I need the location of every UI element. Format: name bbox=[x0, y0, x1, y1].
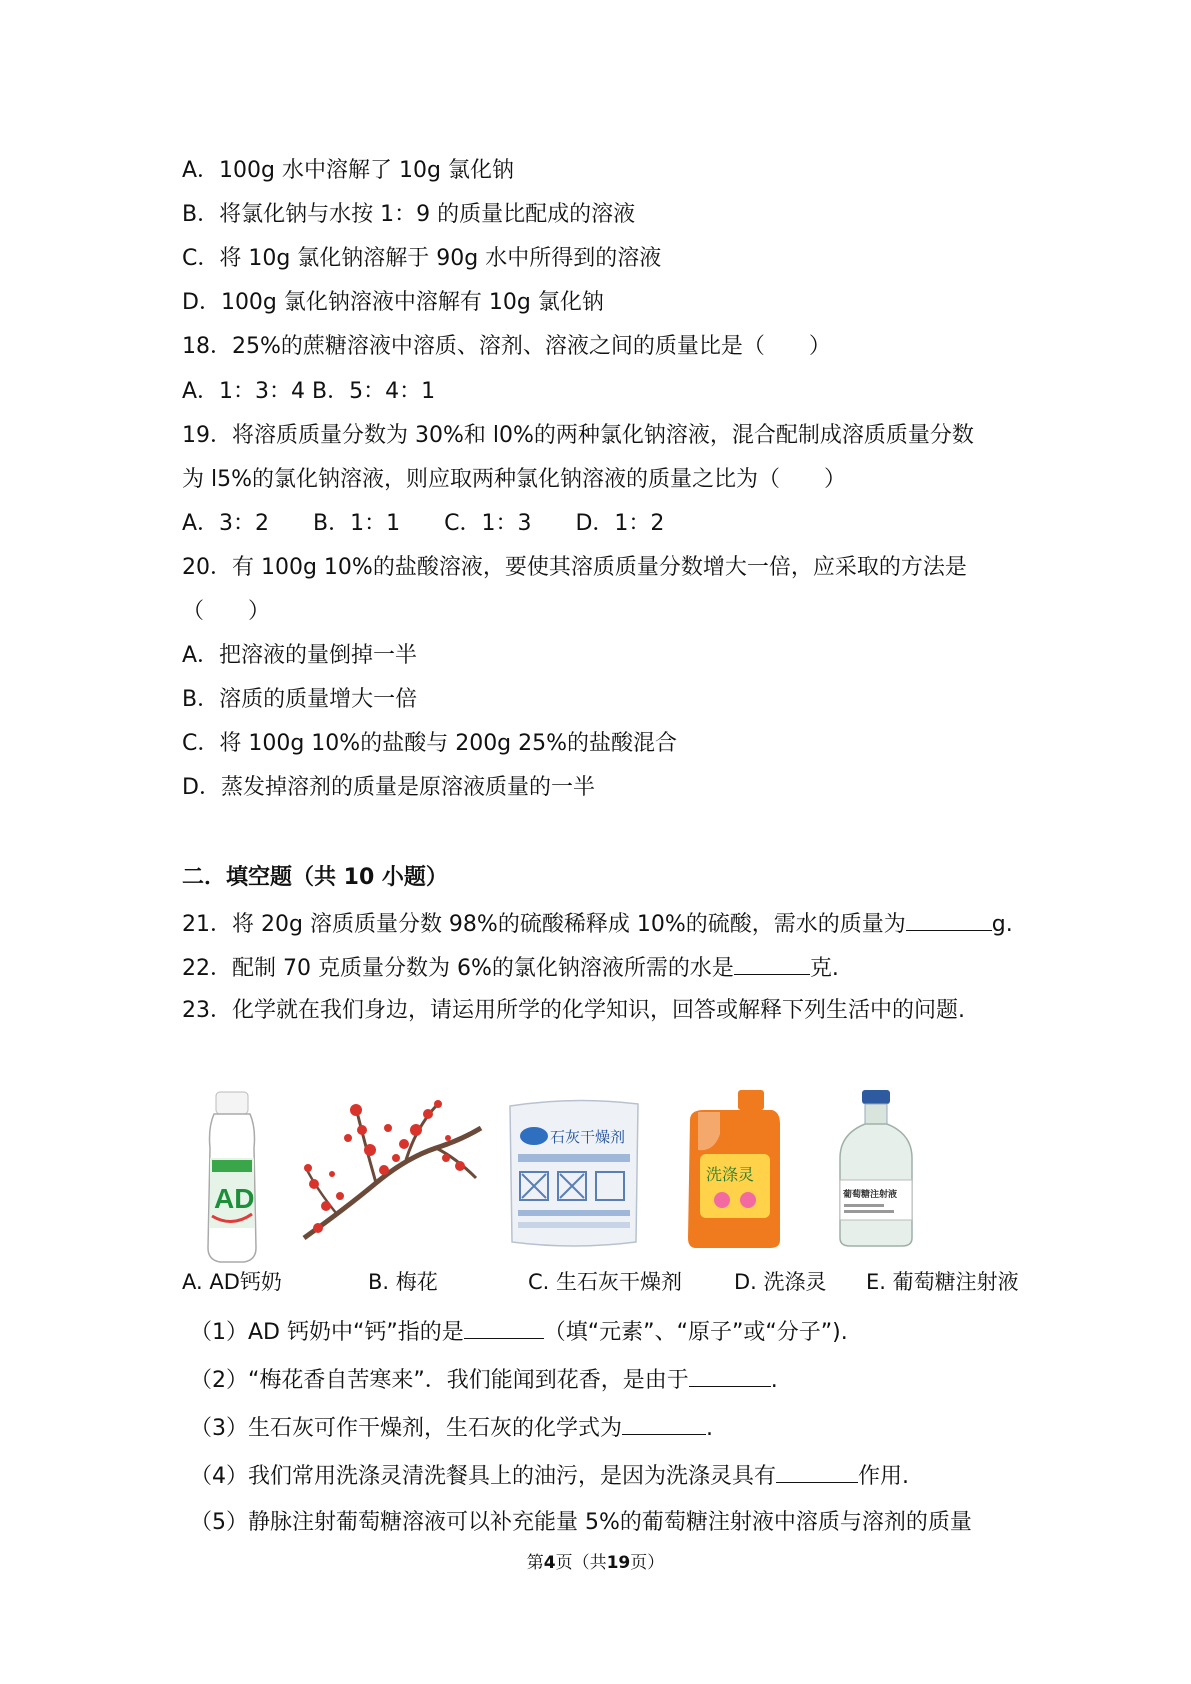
q23-sub-5 bbox=[190, 1508, 972, 1538]
footer-mid: 页（共 bbox=[555, 1553, 607, 1573]
footer-pre: 第 bbox=[526, 1553, 544, 1573]
q23-sub-2-post: . bbox=[770, 1368, 778, 1393]
page-number: 4 bbox=[543, 1553, 556, 1573]
q23-sub-1-post: （填“元素”、“原子”或“分子”). bbox=[543, 1320, 848, 1345]
q23-figures bbox=[180, 1088, 1020, 1268]
q19-stem-line1: 19．将溶质质量分数为 30%和 l0%的两种氯化钠溶液，混合配制成溶质质量分数 bbox=[182, 423, 974, 448]
q20-option-b: B．溶质的质量增大一倍 bbox=[182, 687, 418, 712]
q20-stem-line2: （ ） bbox=[182, 599, 271, 624]
q23-sub-4 bbox=[190, 1460, 909, 1492]
q17-option-c: C．将 10g 氯化钠溶解于 90g 水中所得到的溶液 bbox=[182, 246, 662, 271]
q19-stem-line2: 为 l5%的氯化钠溶液，则应取两种氯化钠溶液的质量之比为（ ） bbox=[182, 467, 847, 492]
q20-stem-line1: 20．有 100g 10%的盐酸溶液，要使其溶质质量分数增大一倍，应采取的方法是 bbox=[182, 555, 967, 580]
detergent-jug-image bbox=[680, 1090, 784, 1250]
page-footer bbox=[0, 1548, 1191, 1573]
q23-sub-2-blank[interactable] bbox=[689, 1364, 771, 1387]
glucose-bottle-label: 葡萄糖注射液 bbox=[843, 1190, 898, 1200]
q17-option-d: D．100g 氯化钠溶液中溶解有 10g 氯化钠 bbox=[182, 290, 604, 315]
q23-sub-2-pre: （2）“梅花香自苦寒来”．我们能闻到花香，是由于 bbox=[190, 1368, 689, 1393]
desiccant-label: 石灰干燥剂 bbox=[550, 1128, 626, 1146]
q23-sub-4-post: 作用. bbox=[858, 1464, 909, 1489]
q17-option-a: A．100g 水中溶解了 10g 氯化钠 bbox=[182, 158, 514, 183]
caption-e: E. 葡萄糖注射液 bbox=[866, 1270, 1019, 1294]
caption-b: B. 梅花 bbox=[368, 1270, 438, 1294]
q23-sub-3 bbox=[190, 1412, 713, 1444]
q22-tail: 克. bbox=[809, 956, 839, 981]
caption-a: A. AD钙奶 bbox=[182, 1270, 282, 1294]
q18-options: A．1：3：4 B．5：4：1 bbox=[182, 379, 436, 404]
q23-sub-4-pre: （4）我们常用洗涤灵清洗餐具上的油污，是因为洗涤灵具有 bbox=[190, 1464, 776, 1489]
q17-option-b: B．将氯化钠与水按 1：9 的质量比配成的溶液 bbox=[182, 202, 636, 227]
q20-option-d: D．蒸发掉溶剂的质量是原溶液质量的一半 bbox=[182, 775, 595, 800]
q23-sub-3-post: . bbox=[706, 1416, 713, 1441]
q18-stem: 18．25%的蔗糖溶液中溶质、溶剂、溶液之间的质量比是（ ） bbox=[182, 334, 831, 359]
q23-sub-2 bbox=[190, 1364, 778, 1396]
q23-sub-5-pre: （5）静脉注射葡萄糖溶液可以补充能量 5%的葡萄糖注射液中溶质与溶剂的质量 bbox=[190, 1510, 972, 1535]
page-total: 19 bbox=[606, 1553, 631, 1573]
q23-sub-3-blank[interactable] bbox=[622, 1412, 706, 1435]
q23-stem: 23．化学就在我们身边，请运用所学的化学知识，回答或解释下列生活中的问题. bbox=[182, 998, 965, 1023]
q23-sub-3-pre: （3）生石灰可作干燥剂，生石灰的化学式为 bbox=[190, 1416, 622, 1441]
q21-answer-blank[interactable] bbox=[906, 908, 992, 931]
q19-options: A．3：2 B．1：1 C．1：3 D．1：2 bbox=[182, 511, 665, 536]
q23-sub-1-pre: （1）AD 钙奶中“钙”指的是 bbox=[190, 1320, 464, 1345]
ad-brand-label: AD bbox=[214, 1183, 255, 1214]
detergent-label: 洗涤灵 bbox=[706, 1165, 755, 1184]
ad-milk-bottle-image bbox=[194, 1088, 270, 1268]
q20-option-a: A．把溶液的量倒掉一半 bbox=[182, 643, 418, 668]
q22 bbox=[182, 952, 839, 984]
caption-c: C. 生石灰干燥剂 bbox=[528, 1270, 683, 1294]
q20-option-c: C．将 100g 10%的盐酸与 200g 25%的盐酸混合 bbox=[182, 731, 678, 756]
q23-sub-1 bbox=[190, 1316, 848, 1348]
caption-d: D. 洗涤灵 bbox=[734, 1270, 827, 1294]
q23-sub-4-blank[interactable] bbox=[776, 1460, 858, 1483]
q22-text: 22．配制 70 克质量分数为 6%的氯化钠溶液所需的水是 bbox=[182, 956, 734, 981]
desiccant-pack-image bbox=[504, 1092, 644, 1252]
plum-blossom-image bbox=[296, 1088, 486, 1248]
q23-sub-1-blank[interactable] bbox=[464, 1316, 544, 1339]
q21 bbox=[182, 908, 1013, 940]
section-title: 二．填空题（共 10 小题） bbox=[182, 865, 448, 890]
glucose-bottle-image bbox=[832, 1088, 920, 1248]
footer-post: 页） bbox=[630, 1553, 665, 1573]
q22-answer-blank[interactable] bbox=[734, 952, 810, 975]
q21-tail: g. bbox=[991, 912, 1013, 937]
q21-text: 21．将 20g 溶质质量分数 98%的硫酸稀释成 10%的硫酸，需水的质量为 bbox=[182, 912, 906, 937]
